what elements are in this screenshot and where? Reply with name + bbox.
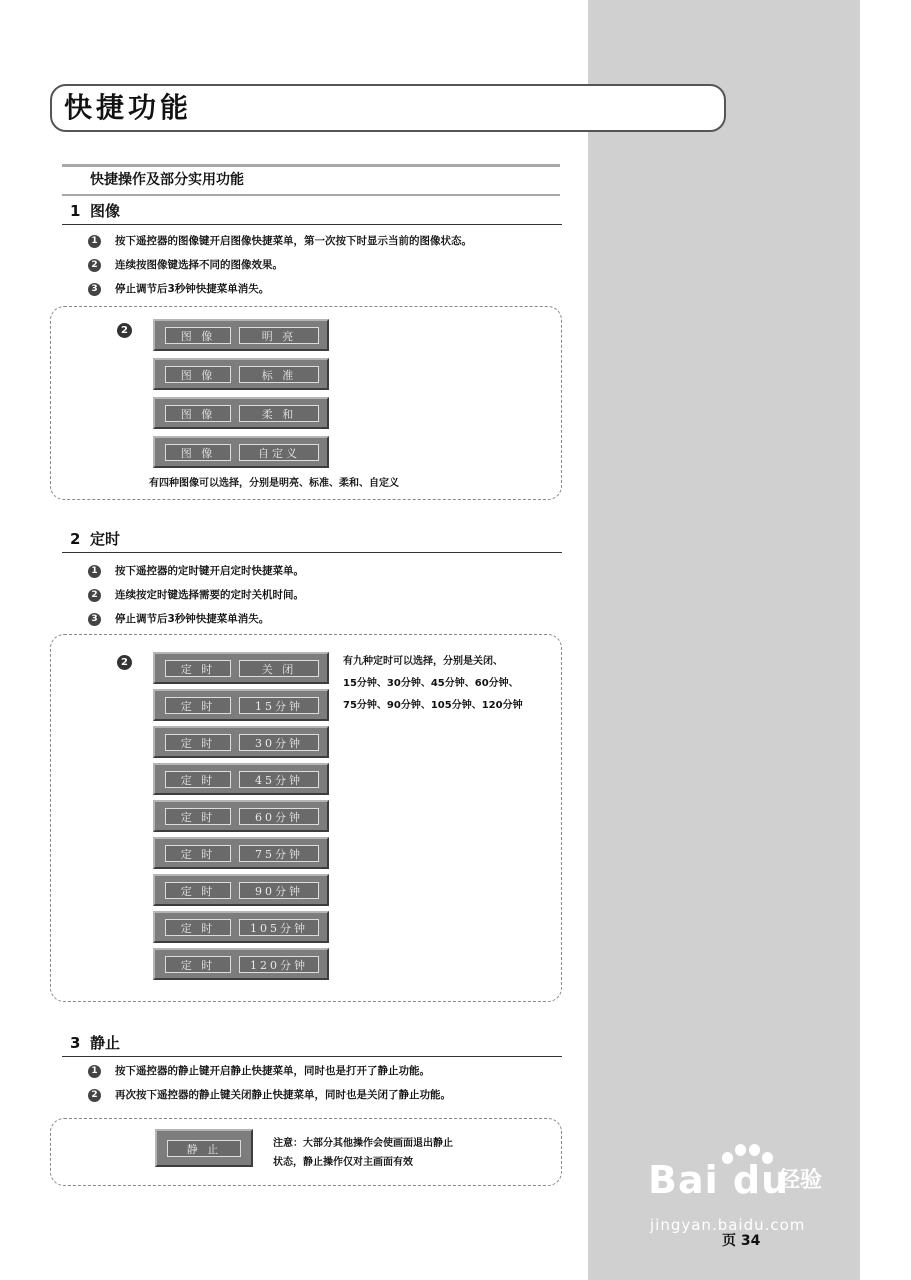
section-freeze-heading [62, 1032, 562, 1057]
osd-label: 定 时 [165, 697, 231, 714]
step-number-icon: 2 [88, 1089, 101, 1102]
step-item [88, 562, 304, 580]
osd-timer-60 [153, 800, 329, 832]
panel-step-marker-icon: 2 [117, 655, 132, 670]
osd-value: 75分钟 [239, 845, 319, 862]
step-item [88, 280, 269, 298]
subtitle-bar [62, 164, 560, 196]
osd-timer-15 [153, 689, 329, 721]
osd-label: 定 时 [165, 845, 231, 862]
panel-note-line: 75分钟、90分钟、105分钟、120分钟 [343, 700, 523, 711]
osd-value: 明 亮 [239, 327, 319, 344]
step-item [88, 256, 283, 274]
section-title: 定时 [90, 530, 121, 548]
step-text: 按下遥控器的定时键开启定时快捷菜单。 [115, 565, 304, 577]
section-timer-heading [62, 528, 562, 553]
osd-timer-45 [153, 763, 329, 795]
osd-value: 30分钟 [239, 734, 319, 751]
watermark-url: jingyan.baidu.com [650, 1216, 806, 1234]
osd-timer-off [153, 652, 329, 684]
panel-note-line: 有九种定时可以选择，分别是关闭、 [343, 656, 503, 667]
osd-value: 自定义 [239, 444, 319, 461]
step-number-icon: 2 [88, 259, 101, 272]
panel-note-line: 15分钟、30分钟、45分钟、60分钟、 [343, 678, 519, 689]
osd-timer-105 [153, 911, 329, 943]
osd-value: 90分钟 [239, 882, 319, 899]
osd-value: 15分钟 [239, 697, 319, 714]
step-item [88, 610, 269, 628]
osd-timer-30 [153, 726, 329, 758]
osd-label: 定 时 [165, 734, 231, 751]
page-title: 快捷功能 [64, 91, 193, 124]
osd-value: 45分钟 [239, 771, 319, 788]
step-item [88, 586, 304, 604]
section-title: 静止 [90, 1034, 121, 1052]
osd-value: 105分钟 [239, 919, 319, 936]
osd-value: 标 准 [239, 366, 319, 383]
osd-value: 60分钟 [239, 808, 319, 825]
step-text: 停止调节后3秒钟快捷菜单消失。 [115, 613, 270, 625]
osd-image-bright [153, 319, 329, 351]
step-number-icon: 1 [88, 565, 101, 578]
subtitle-rule-bottom [62, 194, 560, 196]
osd-image-soft [153, 397, 329, 429]
panel-step-marker-icon: 2 [117, 323, 132, 338]
timer-menu-panel [50, 634, 562, 1002]
page-number: 页 34 [722, 1233, 761, 1249]
step-text: 按下遥控器的静止键开启静止快捷菜单，同时也是打开了静止功能。 [115, 1065, 430, 1077]
step-text: 停止调节后3秒钟快捷菜单消失。 [115, 283, 270, 295]
step-text: 按下遥控器的图像键开启图像快捷菜单，第一次按下时显示当前的图像状态。 [115, 235, 472, 247]
osd-label: 图 像 [165, 327, 231, 344]
freeze-menu-panel [50, 1118, 562, 1186]
section-number: 1 [70, 202, 81, 220]
step-item [88, 1086, 451, 1104]
step-number-icon: 1 [88, 235, 101, 248]
osd-timer-75 [153, 837, 329, 869]
osd-freeze [155, 1129, 253, 1167]
osd-label: 定 时 [165, 660, 231, 677]
step-number-icon: 3 [88, 283, 101, 296]
osd-timer-120 [153, 948, 329, 980]
osd-label: 定 时 [165, 771, 231, 788]
osd-label: 图 像 [165, 405, 231, 422]
page-sidebar [588, 0, 860, 1280]
step-number-icon: 3 [88, 613, 101, 626]
step-number-icon: 2 [88, 589, 101, 602]
osd-timer-90 [153, 874, 329, 906]
osd-label: 定 时 [165, 808, 231, 825]
osd-label: 图 像 [165, 366, 231, 383]
osd-label: 定 时 [165, 882, 231, 899]
osd-image-custom [153, 436, 329, 468]
osd-image-standard [153, 358, 329, 390]
panel-note-line: 注意：大部分其他操作会使画面退出静止 [273, 1138, 453, 1149]
osd-value: 柔 和 [239, 405, 319, 422]
section-number: 3 [70, 1034, 81, 1052]
step-number-icon: 1 [88, 1065, 101, 1078]
osd-value: 关 闭 [239, 660, 319, 677]
panel-note-line: 状态，静止操作仅对主画面有效 [273, 1157, 413, 1168]
subtitle-rule-top [62, 164, 560, 167]
step-item [88, 232, 472, 250]
step-item [88, 1062, 430, 1080]
section-title: 图像 [90, 202, 121, 220]
osd-label: 图 像 [165, 444, 231, 461]
watermark-text: 经验 [778, 1168, 823, 1193]
image-menu-panel [50, 306, 562, 500]
osd-label: 定 时 [165, 956, 231, 973]
section-number: 2 [70, 530, 81, 548]
watermark-logo: Bai du [648, 1158, 790, 1202]
step-text: 连续按图像键选择不同的图像效果。 [115, 259, 283, 271]
panel-note: 有四种图像可以选择，分别是明亮、标准、柔和、自定义 [149, 478, 399, 489]
section-image-heading [62, 200, 562, 225]
subtitle: 快捷操作及部分实用功能 [90, 172, 244, 188]
osd-label: 定 时 [165, 919, 231, 936]
step-text: 再次按下遥控器的静止键关闭静止快捷菜单，同时也是关闭了静止功能。 [115, 1089, 451, 1101]
osd-label: 静 止 [167, 1140, 241, 1157]
step-text: 连续按定时键选择需要的定时关机时间。 [115, 589, 304, 601]
osd-value: 120分钟 [239, 956, 319, 973]
